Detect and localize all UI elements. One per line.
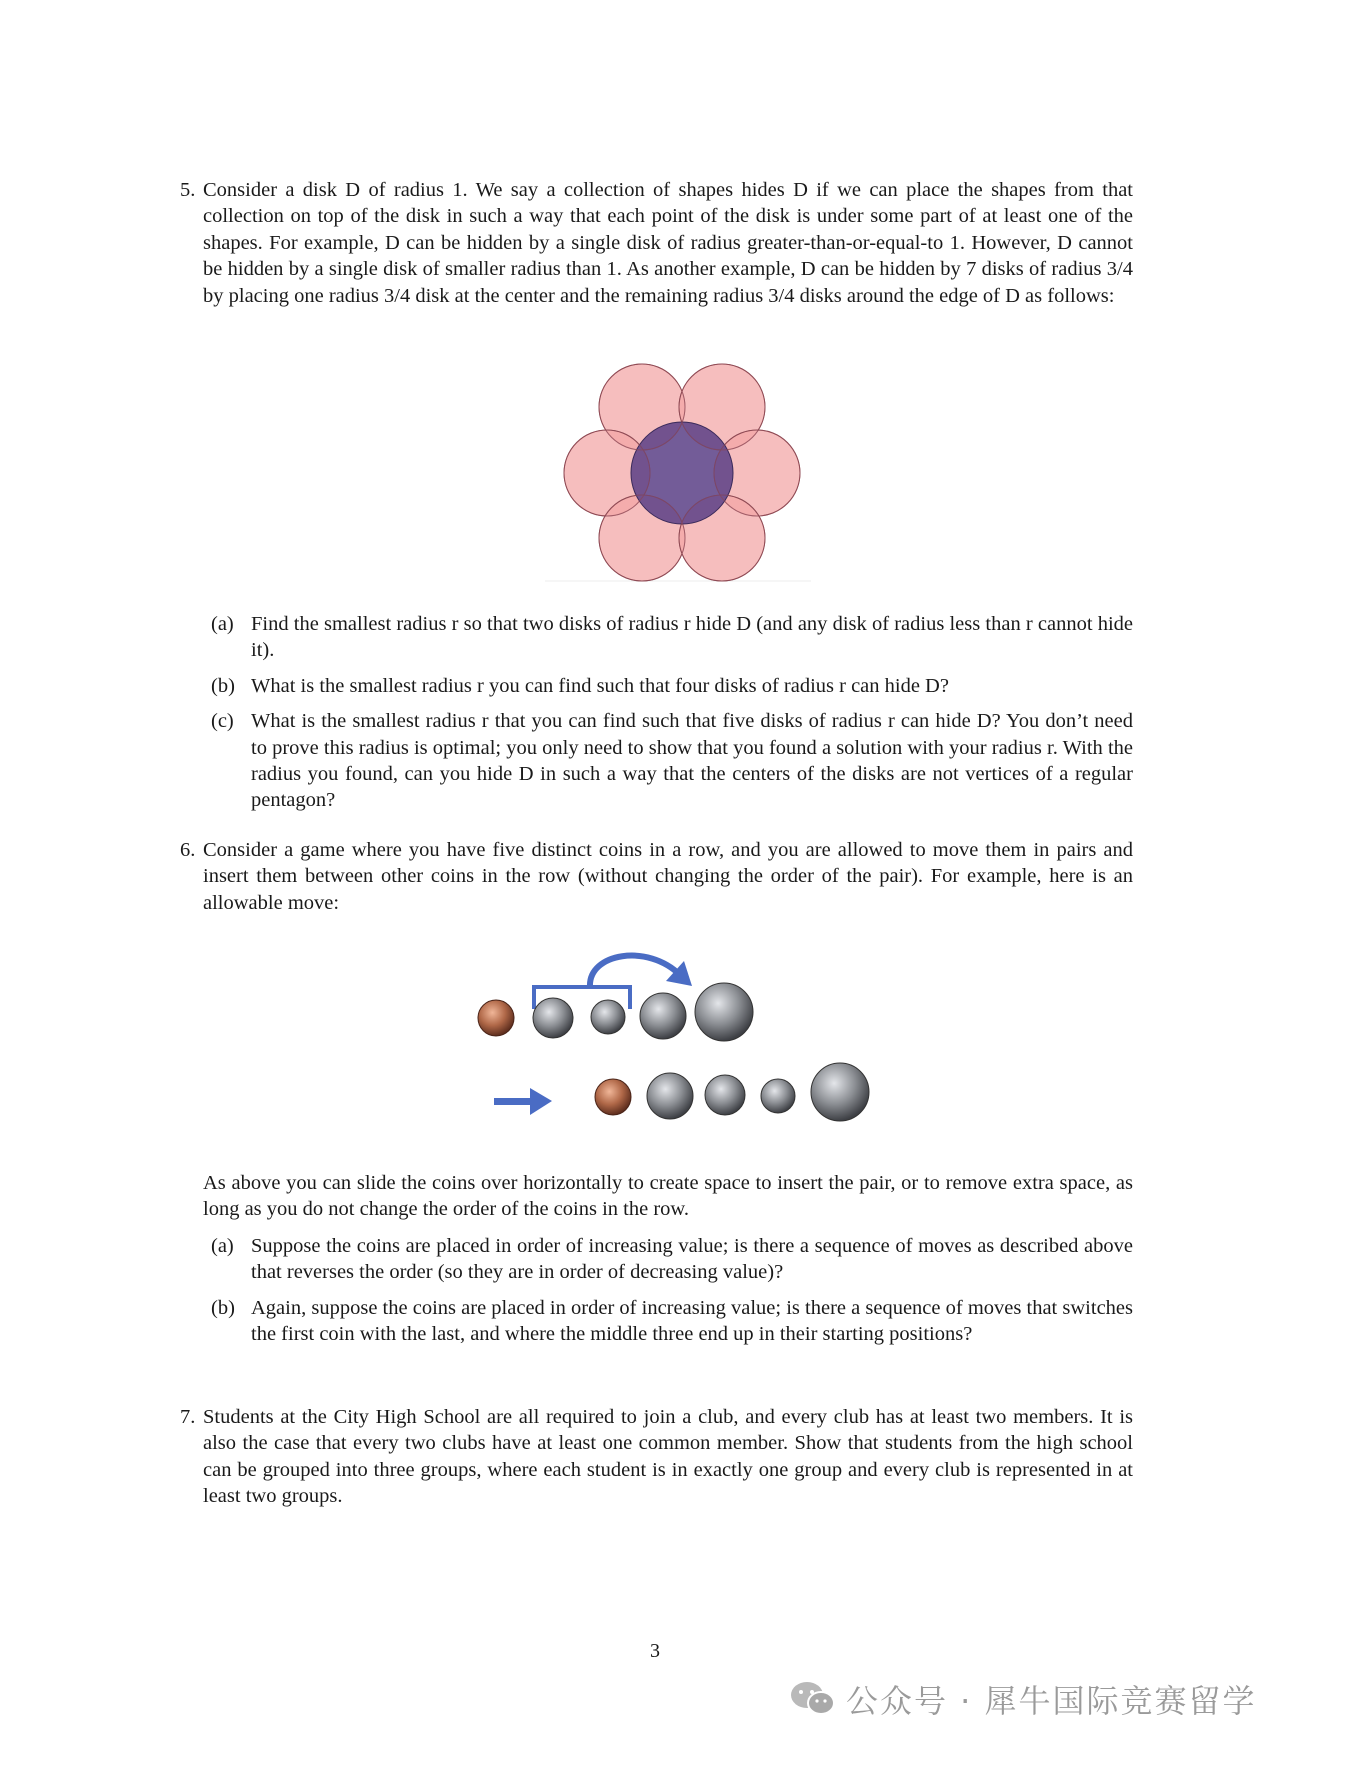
part-label: (b) xyxy=(211,1296,235,1319)
coin-dime xyxy=(591,1000,625,1034)
part-text: What is the smallest radius r that you can find such that five disks of radius r can hide D? You don’t need to prove this radius is optimal; you only need to show that you found a solution with your radius r. With the radius you found, can you hide D in such a way that the centers of the disks are not vertices of a regular pentagon? xyxy=(251,710,1133,812)
part-text: Again, suppose the coins are placed in order of increasing value; is there a sequence of moves that switches the first coin with the last, and where the middle three end up in their starting positions? xyxy=(251,1296,1133,1346)
problem-5 xyxy=(180,177,1133,309)
coin-half-dollar xyxy=(811,1063,869,1121)
coin-penny xyxy=(478,1000,514,1036)
part-label: (c) xyxy=(211,710,234,733)
result-arrow-head xyxy=(530,1088,552,1115)
problem-6-continued xyxy=(203,1170,1133,1347)
part-text: Suppose the coins are placed in order of increasing value; is there a sequence of moves as described above that reverses the order (so they are in order of decreasing value)? xyxy=(251,1234,1133,1284)
problem-number: 6. xyxy=(180,839,196,861)
problem-6 xyxy=(180,837,1133,916)
problem-7 xyxy=(180,1404,1133,1510)
part-label: (a) xyxy=(211,613,234,635)
coin-nickel xyxy=(533,998,573,1038)
coin-dime xyxy=(761,1079,795,1113)
part-text: Find the smallest radius r so that two disks of radius r hide D (and any disk of radius less than r cannot hide it). xyxy=(251,613,1133,662)
problem-5-parts xyxy=(203,611,1133,814)
part-c xyxy=(211,708,1133,814)
page-number: 3 xyxy=(650,1640,660,1662)
coin-move-figure xyxy=(470,945,890,1135)
part-label: (b) xyxy=(211,674,235,697)
result-arrow-shaft xyxy=(494,1098,534,1105)
problem-number: 7. xyxy=(180,1406,196,1428)
coin-quarter xyxy=(647,1073,693,1119)
part-a xyxy=(211,1233,1133,1286)
wechat-icon xyxy=(790,1680,836,1716)
part-b xyxy=(211,1295,1133,1348)
coin-half-dollar xyxy=(695,983,753,1041)
part-label: (a) xyxy=(211,1234,234,1257)
part-a xyxy=(211,611,1133,664)
problem-text: As above you can slide the coins over horizontally to create space to insert the pair, or to remove extra space, as long as you do not change the order of the coins in the row. xyxy=(203,1172,1133,1221)
move-arrow xyxy=(590,956,680,987)
coin-quarter xyxy=(640,993,686,1039)
problem-text: Consider a disk D of radius 1. We say a collection of shapes hides D if we can place the shapes from that collection on top of the disk in such a way that each point of the disk is under some part of at least one of the shapes. For example, D can be hidden by a single disk of radius greater-than-or-equal-to 1. However, D cannot be hidden by a single disk of smaller radius than 1. As another example, D can be hidden by 7 disks of radius 3/4 by placing one radius 3/4 disk at the center and the remaining radius 3/4 disks around the edge of D as follows: xyxy=(203,179,1133,307)
part-b xyxy=(211,673,1133,699)
problem-text: Consider a game where you have five distinct coins in a row, and you are allowed to move them in pairs and insert them between other coins in the row (without changing the order of the pair). For example, here is an allowable move: xyxy=(203,839,1133,914)
problem-number: 5. xyxy=(180,179,196,201)
part-text: What is the smallest radius r you can find such that four disks of radius r can hide D? xyxy=(251,674,949,697)
center-disk xyxy=(631,422,733,524)
coin-nickel xyxy=(705,1075,745,1115)
disk-covering-figure xyxy=(545,363,811,585)
coin-penny xyxy=(595,1079,631,1115)
problem-text: Students at the City High School are all required to join a club, and every club has at least two members. It is also the case that every two clubs have at least one common member. Show that students from the high school can be grouped into three groups, where each student is in exactly one group and every club is represented in at least two groups. xyxy=(203,1406,1133,1508)
watermark: 公众号 · 犀牛国际竞赛留学 xyxy=(846,1682,1257,1720)
